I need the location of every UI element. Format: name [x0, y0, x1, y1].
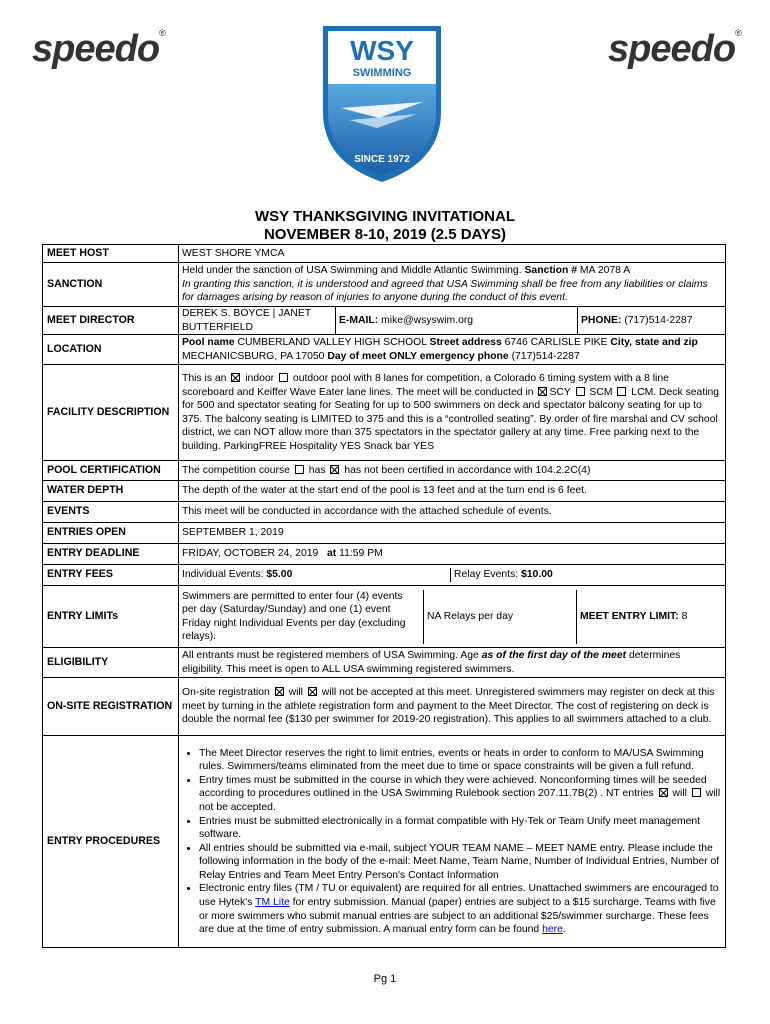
meet-info-table — [42, 244, 726, 948]
events-label: EVENTS — [43, 502, 179, 523]
nt-will-checkbox-checked-icon — [659, 788, 668, 797]
will-not-checkbox-checked-icon — [308, 687, 317, 696]
nt-will-not-checkbox-icon — [692, 788, 701, 797]
director-name: DEREK S. BOYCE | JANET BUTTERFIELD — [179, 307, 336, 334]
manual-entry-form-link[interactable]: here — [542, 924, 563, 936]
entry-limits-cell — [179, 586, 726, 648]
row-water-depth — [43, 481, 726, 502]
entry-deadline-label: ENTRY DEADLINE — [43, 544, 179, 565]
row-entry-deadline — [43, 544, 726, 565]
speedo-logo-right: speedo® — [608, 28, 741, 70]
list-item: • Entry times must be submitted in the course in which they were achieved. Nonconforming times will be seeded according to procedures outlined in the USA Swimming Rulebook section 207.11.7B(2) . NT entries will will not be accepted. — [199, 774, 722, 815]
lcm-checkbox-icon — [617, 387, 626, 396]
row-meet-director — [43, 307, 726, 335]
location-value: Pool name CUMBERLAND VALLEY HIGH SCHOOL Street address 6746 CARLISLE PIKE City, state and zip MECHANICSBURG, PA 17050 Day of meet ONLY emergency phone (717)514-2287 — [179, 335, 726, 365]
entry-limits-text: Swimmers are permitted to enter four (4) events per day (Saturday/Sunday) and one (1) event Friday night Individual Events per day (excluding relays). — [179, 590, 424, 644]
row-onsite-registration — [43, 678, 726, 736]
shield-wsy-text: WSY — [350, 35, 414, 66]
onsite-label: ON-SITE REGISTRATION — [43, 678, 179, 736]
row-entry-procedures — [43, 736, 726, 948]
will-checkbox-checked-icon — [275, 687, 284, 696]
row-location — [43, 335, 726, 365]
list-item: • All entries should be submitted via e-mail, subject YOUR TEAM NAME – MEET NAME entry. Please include the following information in the body of the e-mail: Meet Name, Team Name, Number of Individual Entries, Number of Relay Entries and Team Meet Entry Person's Contact Information — [199, 842, 722, 883]
water-depth-label: WATER DEPTH — [43, 481, 179, 502]
director-phone: PHONE: (717)514-2287 — [581, 314, 693, 326]
row-entry-limits — [43, 586, 726, 648]
relays-per-day: NA Relays per day — [424, 590, 577, 644]
events-value: This meet will be conducted in accordance with the attached schedule of events. — [179, 502, 726, 523]
scm-checkbox-icon — [576, 387, 585, 396]
tm-lite-link[interactable]: TM Lite — [255, 897, 290, 909]
water-depth-value: The depth of the water at the start end of the pool is 13 feet and at the turn end is 6 feet. — [179, 481, 726, 502]
row-entry-fees — [43, 565, 726, 586]
entries-open-label: ENTRIES OPEN — [43, 523, 179, 544]
list-item: • Electronic entry files (TM / TU or equivalent) are required for all entries. Unattached swimmers are encouraged to use Hytek's TM Lite for entry submission. Manual (paper) entries are subject to a $15 surcharge. Teams with five or more swimmers who submit manual entries are subject to an additional $25/swimmer surcharge. These fees are due at the time of entry submission. A manual entry form can be found here. — [199, 882, 722, 936]
meet-director-cell — [179, 307, 726, 335]
shield-swimming-text: SWIMMING — [352, 67, 412, 79]
outdoor-checkbox-icon — [279, 373, 288, 382]
indoor-checkbox-checked-icon — [231, 373, 240, 382]
director-phone-value: (717)514-2287 — [624, 314, 693, 326]
sanction-value — [179, 263, 726, 307]
relay-fee: Relay Events: $10.00 — [454, 569, 553, 581]
list-item: • The Meet Director reserves the right to limit entries, events or heats in order to conform to MA/USA Swimming rules. Swimmers/teams eliminated from the meet due to time or space constraints will be given a full refund. — [199, 747, 722, 774]
list-item: • Entries must be submitted electronically in a format compatible with Hy-Tek or Team Unify meet management software. — [199, 815, 722, 842]
facility-label: FACILITY DESCRIPTION — [43, 365, 179, 461]
row-eligibility — [43, 648, 726, 678]
sanction-text: Held under the sanction of USA Swimming and Middle Atlantic Swimming. — [182, 265, 522, 277]
individual-fee: Individual Events: $5.00 — [179, 568, 451, 582]
meet-director-label: MEET DIRECTOR — [43, 307, 179, 335]
entry-limits-label: ENTRY LIMITs — [43, 586, 179, 648]
row-meet-host — [43, 245, 726, 263]
facility-value: This is an indoor outdoor pool with 8 lanes for competition, a Colorado 6 timing system with a 8 line scoreboard and Keiffer Wave Eater lane lines. The meet will be conducted in SCY SCM LCM. Deck seating for 500 and spectator seating for Seating for up to 500 swimmers on deck and spectator balcony seating for up to 375. The balcony seating is LIMITED to 375 and this is a “controlled seating”. By order of fire marshal and CV school district, we can NOT allow more than 375 spectators in the spectator gallery at any time. Free parking next to the building. ParkingFREE Hospitality YES Snack bar YES — [179, 365, 726, 461]
has-not-checkbox-checked-icon — [330, 465, 339, 474]
row-facility — [43, 365, 726, 461]
meet-host-label: MEET HOST — [43, 245, 179, 263]
director-email-value[interactable]: mike@wsyswim.org — [381, 314, 474, 326]
meet-entry-limit: MEET ENTRY LIMIT: 8 — [580, 610, 688, 622]
pool-cert-value: The competition course has has not been certified in accordance with 104.2.2C(4) — [179, 461, 726, 481]
director-email: E-MAIL: mike@wsyswim.org — [336, 307, 578, 334]
entry-deadline-value: FRIDAY, OCTOBER 24, 2019 at 11:59 PM — [179, 544, 726, 565]
page-number: Pg 1 — [373, 973, 397, 985]
procedures-list — [182, 747, 722, 937]
row-events — [43, 502, 726, 523]
row-entries-open — [43, 523, 726, 544]
meet-host-value: WEST SHORE YMCA — [179, 245, 726, 263]
entries-open-value: SEPTEMBER 1, 2019 — [179, 523, 726, 544]
sanction-num: MA 2078 A — [579, 265, 631, 277]
wsy-swimming-shield-logo — [319, 22, 445, 184]
has-checkbox-icon — [295, 465, 304, 474]
row-pool-certification — [43, 461, 726, 481]
row-sanction — [43, 263, 726, 307]
eligibility-label: ELIGIBILITY — [43, 648, 179, 678]
entry-fees-cell — [179, 565, 726, 586]
shield-since-text: SINCE 1972 — [354, 154, 410, 165]
location-label: LOCATION — [43, 335, 179, 365]
speedo-logo-left: speedo® — [32, 28, 165, 70]
procedures-label: ENTRY PROCEDURES — [43, 736, 179, 948]
sanction-label: SANCTION — [43, 263, 179, 307]
document-dates: NOVEMBER 8-10, 2019 (2.5 DAYS) — [263, 226, 507, 243]
eligibility-value: All entrants must be registered members of USA Swimming. Age as of the first day of the meet determines eligibility. This meet is open to ALL USA swimming registered swimmers. — [179, 648, 726, 678]
entry-fees-label: ENTRY FEES — [43, 565, 179, 586]
onsite-value: On-site registration will will not be accepted at this meet. Unregistered swimmers may register on deck at this meet by turning in the athlete registration form and payment to the Meet Director. The cost of registering on deck is double the normal fee ($130 per swimmer for 2019-20 registration). This applies to all swimmers attached to a club. — [179, 678, 726, 736]
sanction-num-label: Sanction # — [524, 265, 578, 277]
procedures-value — [179, 736, 726, 948]
sanction-disclaimer: In granting this sanction, it is understood and agreed that USA Swimming shall be free from any liabilities or claims for damages arising by reason of injuries to anyone during the conduct of this event. — [182, 278, 708, 304]
pool-cert-label: POOL CERTIFICATION — [43, 461, 179, 481]
scy-checkbox-checked-icon — [538, 387, 547, 396]
document-title: WSY THANKSGIVING INVITATIONAL — [254, 208, 515, 225]
